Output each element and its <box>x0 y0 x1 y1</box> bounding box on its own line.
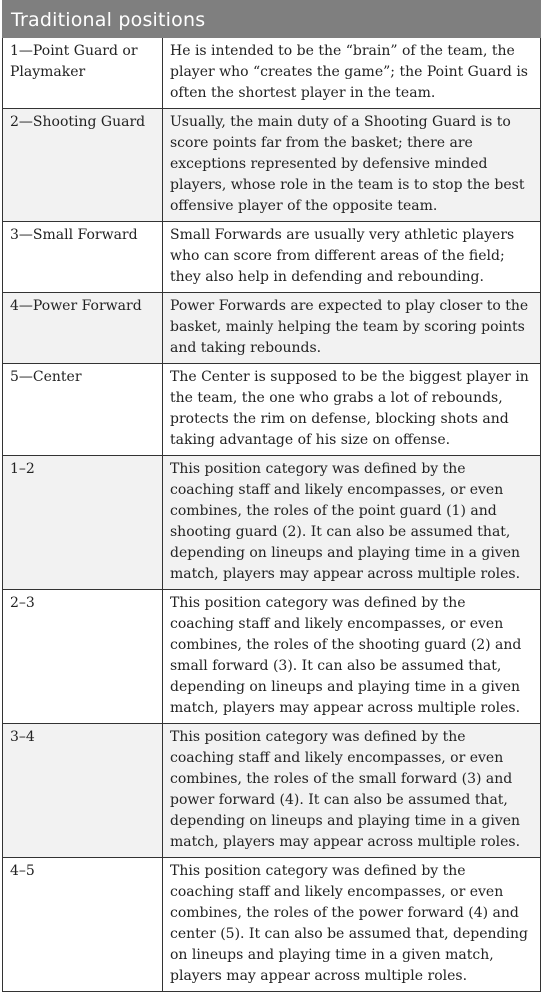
position-cell: 4—Power Forward <box>3 293 163 364</box>
description-cell: This position category was defined by the coaching staff and likely encompasses, or even combines, the roles of the point guard (1) and shooting guard (2). It can also be assumed that, depending on lineups and playing time in a given match, players may appear across multiple roles. <box>163 456 541 590</box>
position-cell: 3—Small Forward <box>3 222 163 293</box>
table-row <box>3 858 541 992</box>
table-row <box>3 222 541 293</box>
table-row <box>3 38 541 109</box>
positions-table <box>2 0 541 992</box>
position-cell: 1—Point Guard or Playmaker <box>3 38 163 109</box>
position-cell: 2—Shooting Guard <box>3 109 163 222</box>
table-row <box>3 590 541 724</box>
position-cell: 5—Center <box>3 364 163 456</box>
table-row <box>3 724 541 858</box>
description-cell: This position category was defined by the coaching staff and likely encompasses, or even combines, the roles of the shooting guard (2) and small forward (3). It can also be assumed that, depending on lineups and playing time in a given match, players may appear across multiple roles. <box>163 590 541 724</box>
position-cell: 3–4 <box>3 724 163 858</box>
description-cell: Usually, the main duty of a Shooting Guard is to score points far from the basket; there are exceptions represented by defensive minded players, whose role in the team is to stop the best offensive player of the opposite team. <box>163 109 541 222</box>
position-cell: 4–5 <box>3 858 163 992</box>
table-header: Traditional positions <box>3 1 541 38</box>
description-cell: This position category was defined by the coaching staff and likely encompasses, or even combines, the roles of the small forward (3) and power forward (4). It can also be assumed that, depending on lineups and playing time in a given match, players may appear across multiple roles. <box>163 724 541 858</box>
description-cell: Power Forwards are expected to play closer to the basket, mainly helping the team by scoring points and taking rebounds. <box>163 293 541 364</box>
description-cell: He is intended to be the “brain” of the team, the player who “creates the game”; the Point Guard is often the shortest player in the team. <box>163 38 541 109</box>
table-row <box>3 364 541 456</box>
description-cell: The Center is supposed to be the biggest player in the team, the one who grabs a lot of rebounds, protects the rim on defense, blocking shots and taking advantage of his size on offense. <box>163 364 541 456</box>
table-row <box>3 293 541 364</box>
description-cell: Small Forwards are usually very athletic players who can score from different areas of the field; they also help in defending and rebounding. <box>163 222 541 293</box>
position-cell: 1–2 <box>3 456 163 590</box>
table-row <box>3 109 541 222</box>
description-cell: This position category was defined by the coaching staff and likely encompasses, or even combines, the roles of the power forward (4) and center (5). It can also be assumed that, depending on lineups and playing time in a given match, players may appear across multiple roles. <box>163 858 541 992</box>
table-row <box>3 456 541 590</box>
table-header-row <box>3 1 541 38</box>
position-cell: 2–3 <box>3 590 163 724</box>
